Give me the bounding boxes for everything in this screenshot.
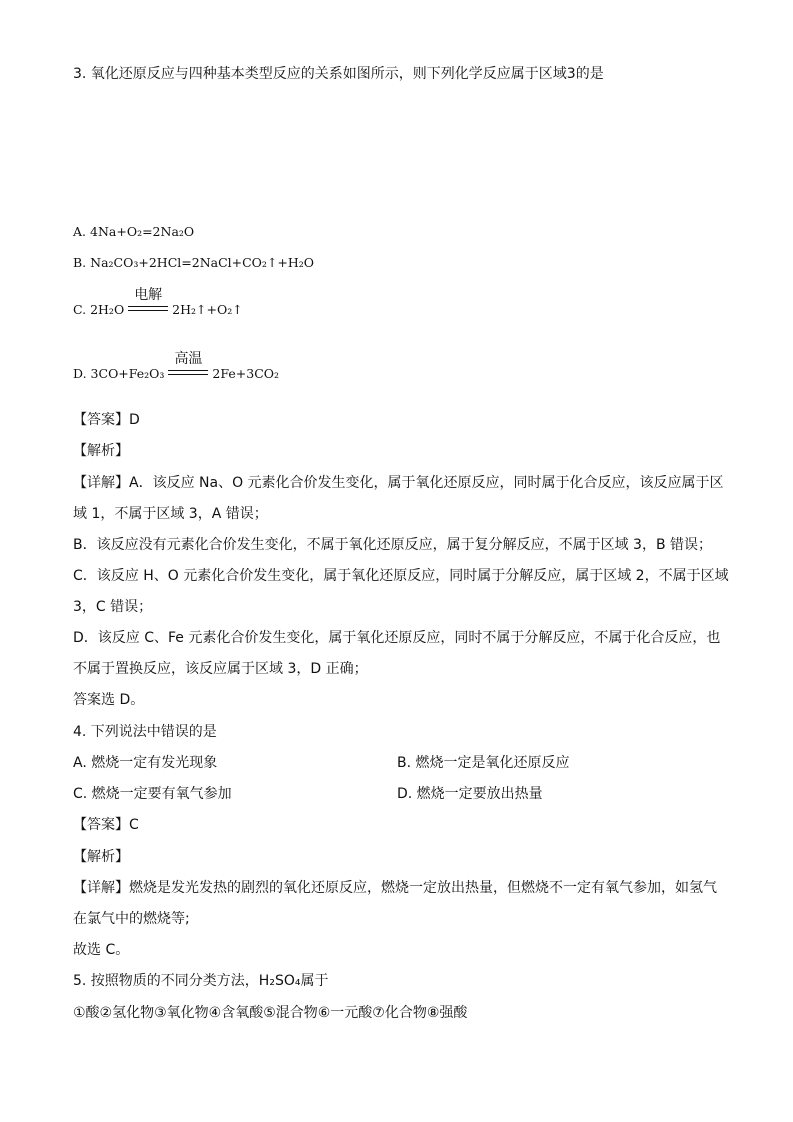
q3-option-c bbox=[73, 287, 243, 320]
double-line bbox=[128, 306, 168, 311]
condition-text: 高温 bbox=[174, 351, 203, 367]
q3-option-b bbox=[73, 253, 314, 273]
q3-detail-line-4: C．该反应 H、O 元素化合价发生变化，属于氧化还原反应，同时属于分解反应，属于区域 2，不属于区域 bbox=[73, 568, 729, 584]
q4-detail-line-1: 【详解】燃烧是发光发热的剧烈的氧化还原反应，燃烧一定放出热量，但燃烧不一定有氧气参加，如氢气 bbox=[73, 880, 717, 896]
detail-tag: 【详解】 bbox=[73, 880, 129, 896]
answer-tag: 【答案】 bbox=[73, 817, 129, 833]
equation-left: 3CO+Fe₂O₃ bbox=[90, 366, 165, 381]
q4-option-b: B. 燃烧一定是氧化还原反应 bbox=[397, 755, 570, 771]
option-formula: 4Na+O₂=2Na₂O bbox=[90, 224, 195, 239]
q3-detail-line-2: 域 1，不属于区域 3，A 错误； bbox=[73, 506, 268, 522]
equation-left: 2H₂O bbox=[90, 302, 125, 317]
q3-detail-line-7: 不属于置换反应，该反应属于区域 3，D 正确； bbox=[73, 661, 368, 677]
q5-choices: ①酸②氢化物③氧化物④含氧酸⑤混合物⑥一元酸⑦化合物⑧强酸 bbox=[73, 1005, 468, 1021]
option-label: D. bbox=[73, 366, 87, 381]
q3-detail-line-1: 【详解】A．该反应 Na、O 元素化合价发生变化，属于氧化还原反应，同时属于化合反应，该反应属于区 bbox=[73, 475, 724, 491]
q4-answer bbox=[73, 815, 139, 835]
answer-value: C bbox=[129, 817, 139, 833]
q5-stem: 5. 按照物质的不同分类方法，H₂SO₄属于 bbox=[73, 973, 329, 989]
equation-right: 2Fe+3CO₂ bbox=[212, 366, 280, 381]
detail-tag: 【详解】 bbox=[73, 475, 129, 491]
q4-option-d: D. 燃烧一定要放出热量 bbox=[397, 786, 543, 802]
reaction-condition bbox=[168, 351, 208, 378]
q4-detail-line-2: 在氯气中的燃烧等; bbox=[73, 911, 190, 927]
q4-stem: 4. 下列说法中错误的是 bbox=[73, 724, 217, 740]
option-formula: Na₂CO₃+2HCl=2NaCl+CO₂↑+H₂O bbox=[90, 255, 315, 270]
q3-detail-line-5: 3，C 错误； bbox=[73, 599, 153, 615]
option-label: A. bbox=[73, 224, 87, 239]
q3-option-d bbox=[73, 351, 280, 384]
option-label: B. bbox=[73, 255, 87, 270]
q3-detail-line-8: 答案选 D。 bbox=[73, 692, 145, 708]
q4-option-a: A. 燃烧一定有发光现象 bbox=[73, 755, 218, 771]
q3-option-a bbox=[73, 222, 194, 242]
q3-detail-line-3: B．该反应没有元素化合价发生变化，不属于氧化还原反应，属于复分解反应，不属于区域 3，B 错误； bbox=[73, 537, 713, 553]
q4-analysis-tag: 【解析】 bbox=[73, 849, 129, 865]
q3-detail-line-6: D．该反应 C、Fe 元素化合价发生变化，属于氧化还原反应，同时不属于分解反应，不属于化合反应，也 bbox=[73, 630, 721, 646]
option-label: C. bbox=[73, 302, 87, 317]
equation-right: 2H₂↑+O₂↑ bbox=[172, 302, 243, 317]
q3-analysis-tag: 【解析】 bbox=[73, 443, 129, 459]
q3-answer bbox=[73, 410, 140, 430]
q4-detail-line-3: 故选 C。 bbox=[73, 942, 130, 958]
condition-text: 电解 bbox=[134, 287, 163, 303]
answer-value: D bbox=[129, 412, 140, 428]
answer-tag: 【答案】 bbox=[73, 412, 129, 428]
double-line bbox=[168, 370, 208, 375]
reaction-condition bbox=[128, 287, 168, 314]
q4-option-c: C. 燃烧一定要有氧气参加 bbox=[73, 786, 232, 802]
q3-stem: 3. 氧化还原反应与四种基本类型反应的关系如图所示，则下列化学反应属于区域3的是 bbox=[73, 66, 604, 82]
